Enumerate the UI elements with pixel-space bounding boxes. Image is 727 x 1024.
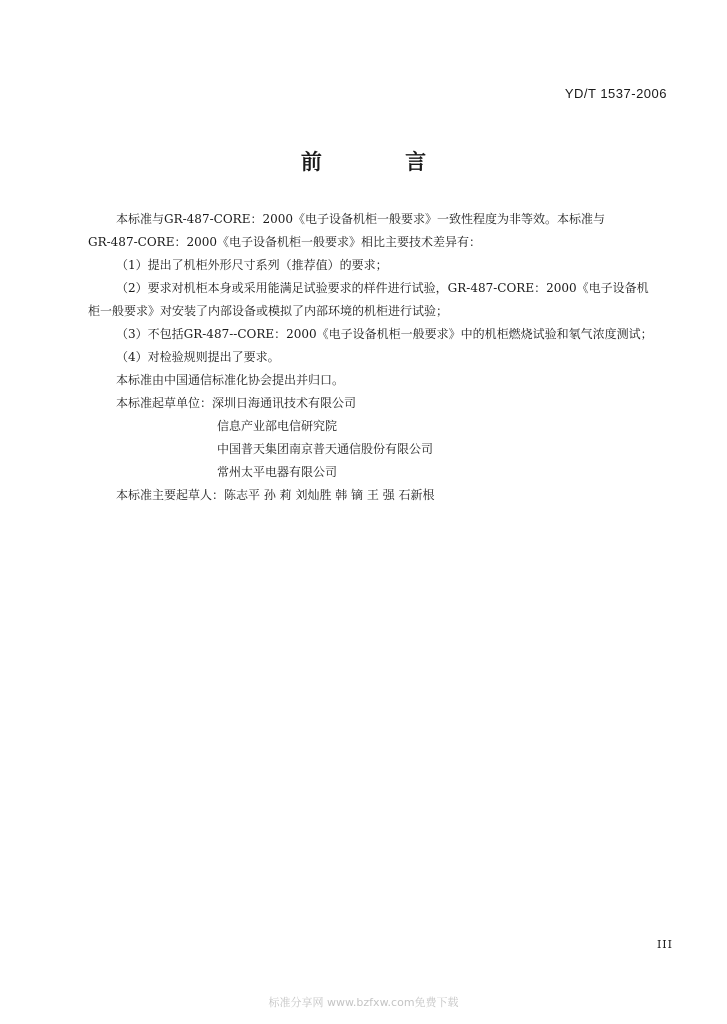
difference-item-2: （2）要求对机柜本身或采用能满足试验要求的样件进行试验，GR-487-CORE：2000《电子设备机 — [116, 281, 649, 295]
drafting-units-label-text: 本标准起草单位： — [116, 396, 213, 410]
standard-code: YD/T 1537-2006 — [564, 86, 667, 101]
difference-item-1: （1）提出了机柜外形尺寸系列（推荐值）的要求； — [116, 258, 388, 272]
watermark-text: 标准分享网 www.bzfxw.com免费下载 — [268, 996, 459, 1009]
organization-3: 中国普天集团南京普天通信股份有限公司 — [217, 442, 434, 456]
organization-1: 深圳日海通讯技术有限公司 — [212, 396, 357, 410]
organization-2: 信息产业部电信研究院 — [217, 419, 338, 433]
difference-item-4: （4）对检验规则提出了要求。 — [116, 350, 280, 364]
proposer-statement: 本标准由中国通信标准化协会提出并归口。 — [116, 373, 345, 387]
difference-item-3: （3）不包括GR-487--CORE：2000《电子设备机柜一般要求》中的机柜燃烧试验和氡气浓度测试； — [116, 327, 653, 341]
main-drafters: 本标准主要起草人：陈志平 孙 莉 刘灿胜 韩 镝 王 强 石新根 — [116, 488, 435, 502]
paragraph-equivalence-cont: GR-487-CORE：2000《电子设备机柜一般要求》相比主要技术差异有： — [88, 235, 481, 249]
page-number: III — [656, 938, 673, 951]
drafting-units-label — [88, 392, 668, 415]
organization-4: 常州太平电器有限公司 — [217, 465, 338, 479]
document-body — [88, 208, 668, 507]
difference-item-2-cont: 柜一般要求》对安装了内部设备或模拟了内部环境的机柜进行试验； — [88, 304, 449, 318]
paragraph-equivalence: 本标准与GR-487-CORE：2000《电子设备机柜一般要求》一致性程度为非等效。本标准与 — [116, 212, 605, 226]
page-title: 前 言 — [300, 150, 465, 174]
